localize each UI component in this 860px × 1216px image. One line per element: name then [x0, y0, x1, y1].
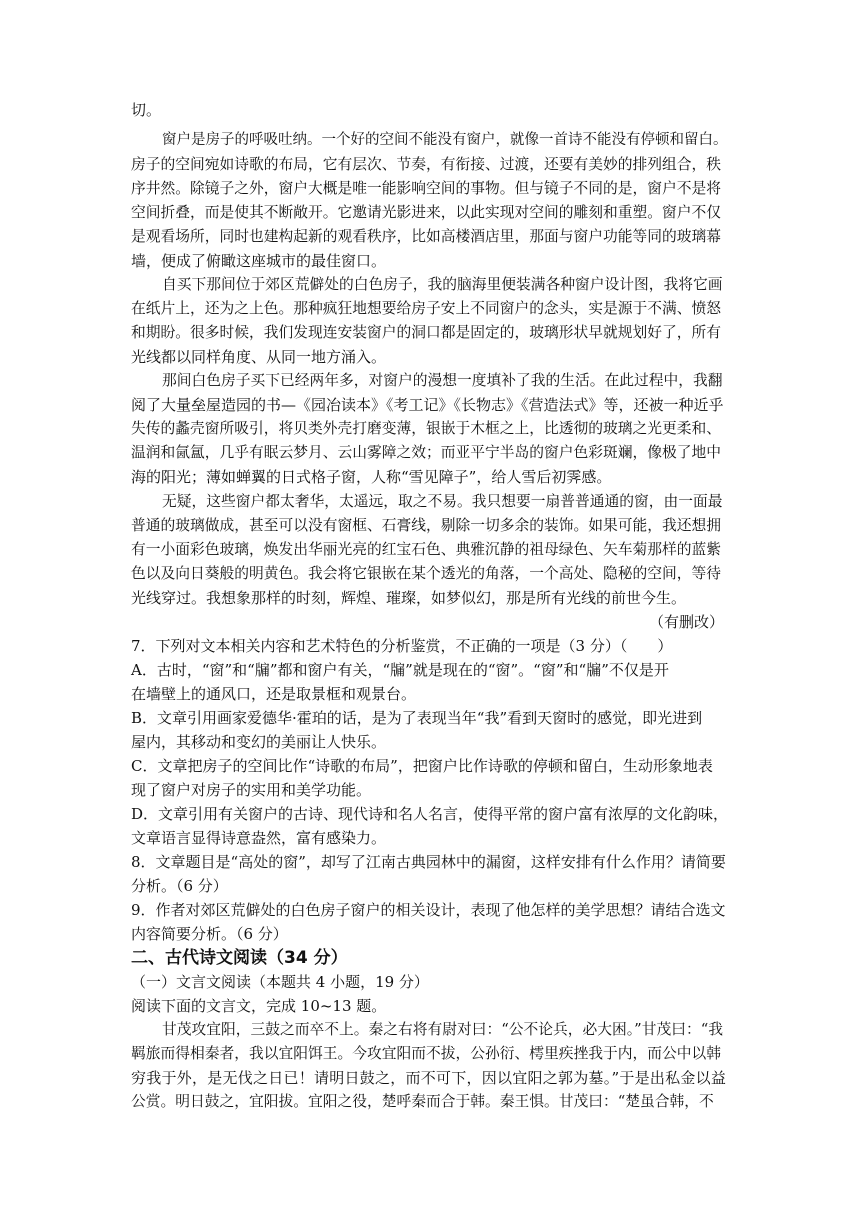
passage-line: 海的阳光；薄如蝉翼的日式格子窗，人称“雪见障子”，给人雪后初霁感。 — [131, 468, 612, 486]
passage-line: 和期盼。很多时候，我们发现连安装窗户的洞口都是固定的，玻璃形状早就规划好了，所有 — [131, 324, 721, 341]
classical-text-line: 公赏。明日鼓之，宜阳拔。宜阳之役，楚呼秦而合于韩。秦王惧。甘茂曰：“楚虽合韩，不 — [131, 1093, 714, 1110]
option-a: A．古时，“窗”和“牖”都和窗户有关，“牖”就是现在的“窗”。“窗”和“牖”不仅是开 — [131, 661, 669, 679]
option-d-cont: 文章语言显得诗意盎然，富有感染力。 — [131, 829, 387, 847]
passage-line: 普通的玻璃做成，甚至可以没有窗框、石膏线，剔除一切多余的装饰。如果可能，我还想拥 — [131, 517, 721, 534]
passage-line: 阅了大量垒屋造园的书—《园冶读本》《考工记》《长物志》《营造法式》等，还被一种近乎 — [131, 396, 724, 414]
passage-line: 房子的空间宛如诗歌的布局，它有层次、节奏，有衔接、过渡，还要有美妙的排列组合，秩 — [131, 156, 721, 173]
passage-line: 光线穿过。我想象那样的时刻，辉煌、璀璨，如梦似幻，那是所有光线的前世今生。 — [131, 589, 687, 607]
passage-line: 序井然。除镜子之外，窗户大概是唯一能影响空间的事物。但与镜子不同的是，窗户不是将 — [131, 180, 721, 197]
question-stem-cont: 内容简要分析。（6 分） — [131, 925, 288, 943]
passage-line: 自买下那间位于郊区荒僻处的白色房子，我的脑海里便装满各种窗户设计图，我将它画 — [162, 276, 723, 293]
question-stem: 8．文章题目是“高处的窗”，却写了江南古典园林中的漏窗，这样安排有什么作用？请简要 — [131, 853, 726, 871]
question-stem: 9．作者对郊区荒僻处的白色房子窗户的相关设计，表现了他怎样的美学思想？请结合选文 — [131, 901, 726, 919]
passage-line: 在纸片上，还为之上色。那种疯狂地想要给房子安上不同窗户的念头，实是源于不满、愤怒 — [131, 300, 721, 317]
classical-text-line: 穷我于外，是无伐之日已！请明日鼓之，而不可下，因以宜阳之郭为墓。”于是出私金以益 — [131, 1069, 727, 1087]
passage-line: 那间白色房子买下已经两年多，对窗户的漫想一度填补了我的生活。在此过程中，我翻 — [162, 372, 723, 389]
subsection-heading: （一）文言文阅读（本题共 4 小题，19 分） — [131, 973, 429, 991]
instruction-text: 阅读下面的文言文，完成 10~13 题。 — [131, 997, 387, 1015]
passage-line: 墙，便成了俯瞰这座城市的最佳窗口。 — [131, 252, 387, 270]
passage-line: 失传的蠡壳窗所吸引，将贝类外壳打磨变薄，银嵌于木框之上，比透彻的玻璃之光更柔和、 — [131, 420, 721, 437]
option-b: B．文章引用画家爱德华·霍珀的话，是为了表现当年“我”看到天窗时的感觉，即光进到 — [131, 709, 703, 727]
option-d: D．文章引用有关窗户的古诗、现代诗和名人名言，使得平常的窗户富有浓厚的文化韵味， — [131, 805, 729, 823]
passage-line: 有一小面彩色玻璃，焕发出华丽光亮的红宝石色、典雅沉静的祖母绿色、矢车菊那样的蓝紫 — [131, 541, 721, 558]
option-a-cont: 在墙壁上的通风口，还是取景框和观景台。 — [131, 685, 417, 703]
section-heading: 二、古代诗文阅读（34 分） — [131, 948, 348, 968]
passage-line: 窗户是房子的呼吸吐纳。一个好的空间不能没有窗户，就像一首诗不能没有停顿和留白。 — [162, 132, 728, 148]
option-b-cont: 屋内，其移动和变幻的美丽让人快乐。 — [131, 733, 387, 751]
passage-line: 无疑，这些窗户都太奢华，太遥远，取之不易。我只想要一扇普普通通的窗，由一面最 — [162, 493, 723, 510]
passage-line: 切。 — [131, 101, 162, 119]
question-stem: 7．下列对文本相关内容和艺术特色的分析鉴赏，不正确的一项是（3 分）（ ） — [131, 637, 673, 655]
passage-line: 空间折叠，而是使其不断敞开。它邀请光影进来，以此实现对空间的雕刻和重塑。窗户不仅 — [131, 204, 721, 221]
option-c: C．文章把房子的空间比作“诗歌的布局”，把窗户比作诗歌的停顿和留白，生动形象地表 — [131, 757, 713, 775]
passage-note: （有删改） — [648, 613, 724, 631]
passage-line: 温润和氤氲，几乎有眠云梦月、云山雾障之效；而亚平宁半岛的窗户色彩斑斓，像极了地中 — [131, 444, 721, 461]
option-c-cont: 现了窗户对房子的实用和美学功能。 — [131, 781, 372, 799]
passage-line: 色以及向日葵般的明黄色。我会将它银嵌在某个透光的角落，一个高处、隐秘的空间，等待 — [131, 565, 721, 582]
passage-line: 光线都以同样角度、从同一地方涌入。 — [131, 348, 387, 366]
question-stem-cont: 分析。（6 分） — [131, 877, 228, 895]
passage-line: 是观看场所，同时也建构起新的观看秩序，比如高楼酒店里，那面与窗户功能等同的玻璃幕 — [131, 228, 721, 245]
classical-text-line: 羁旅而得相秦者，我以宜阳饵王。今攻宜阳而不拔，公孙衍、樗里疾挫我于内，而公中以韩 — [131, 1045, 721, 1062]
classical-text-line: 甘茂攻宜阳，三鼓之而卒不上。秦之右将有尉对曰：“公不论兵，必大困。”甘茂曰：“我 — [162, 1021, 723, 1038]
